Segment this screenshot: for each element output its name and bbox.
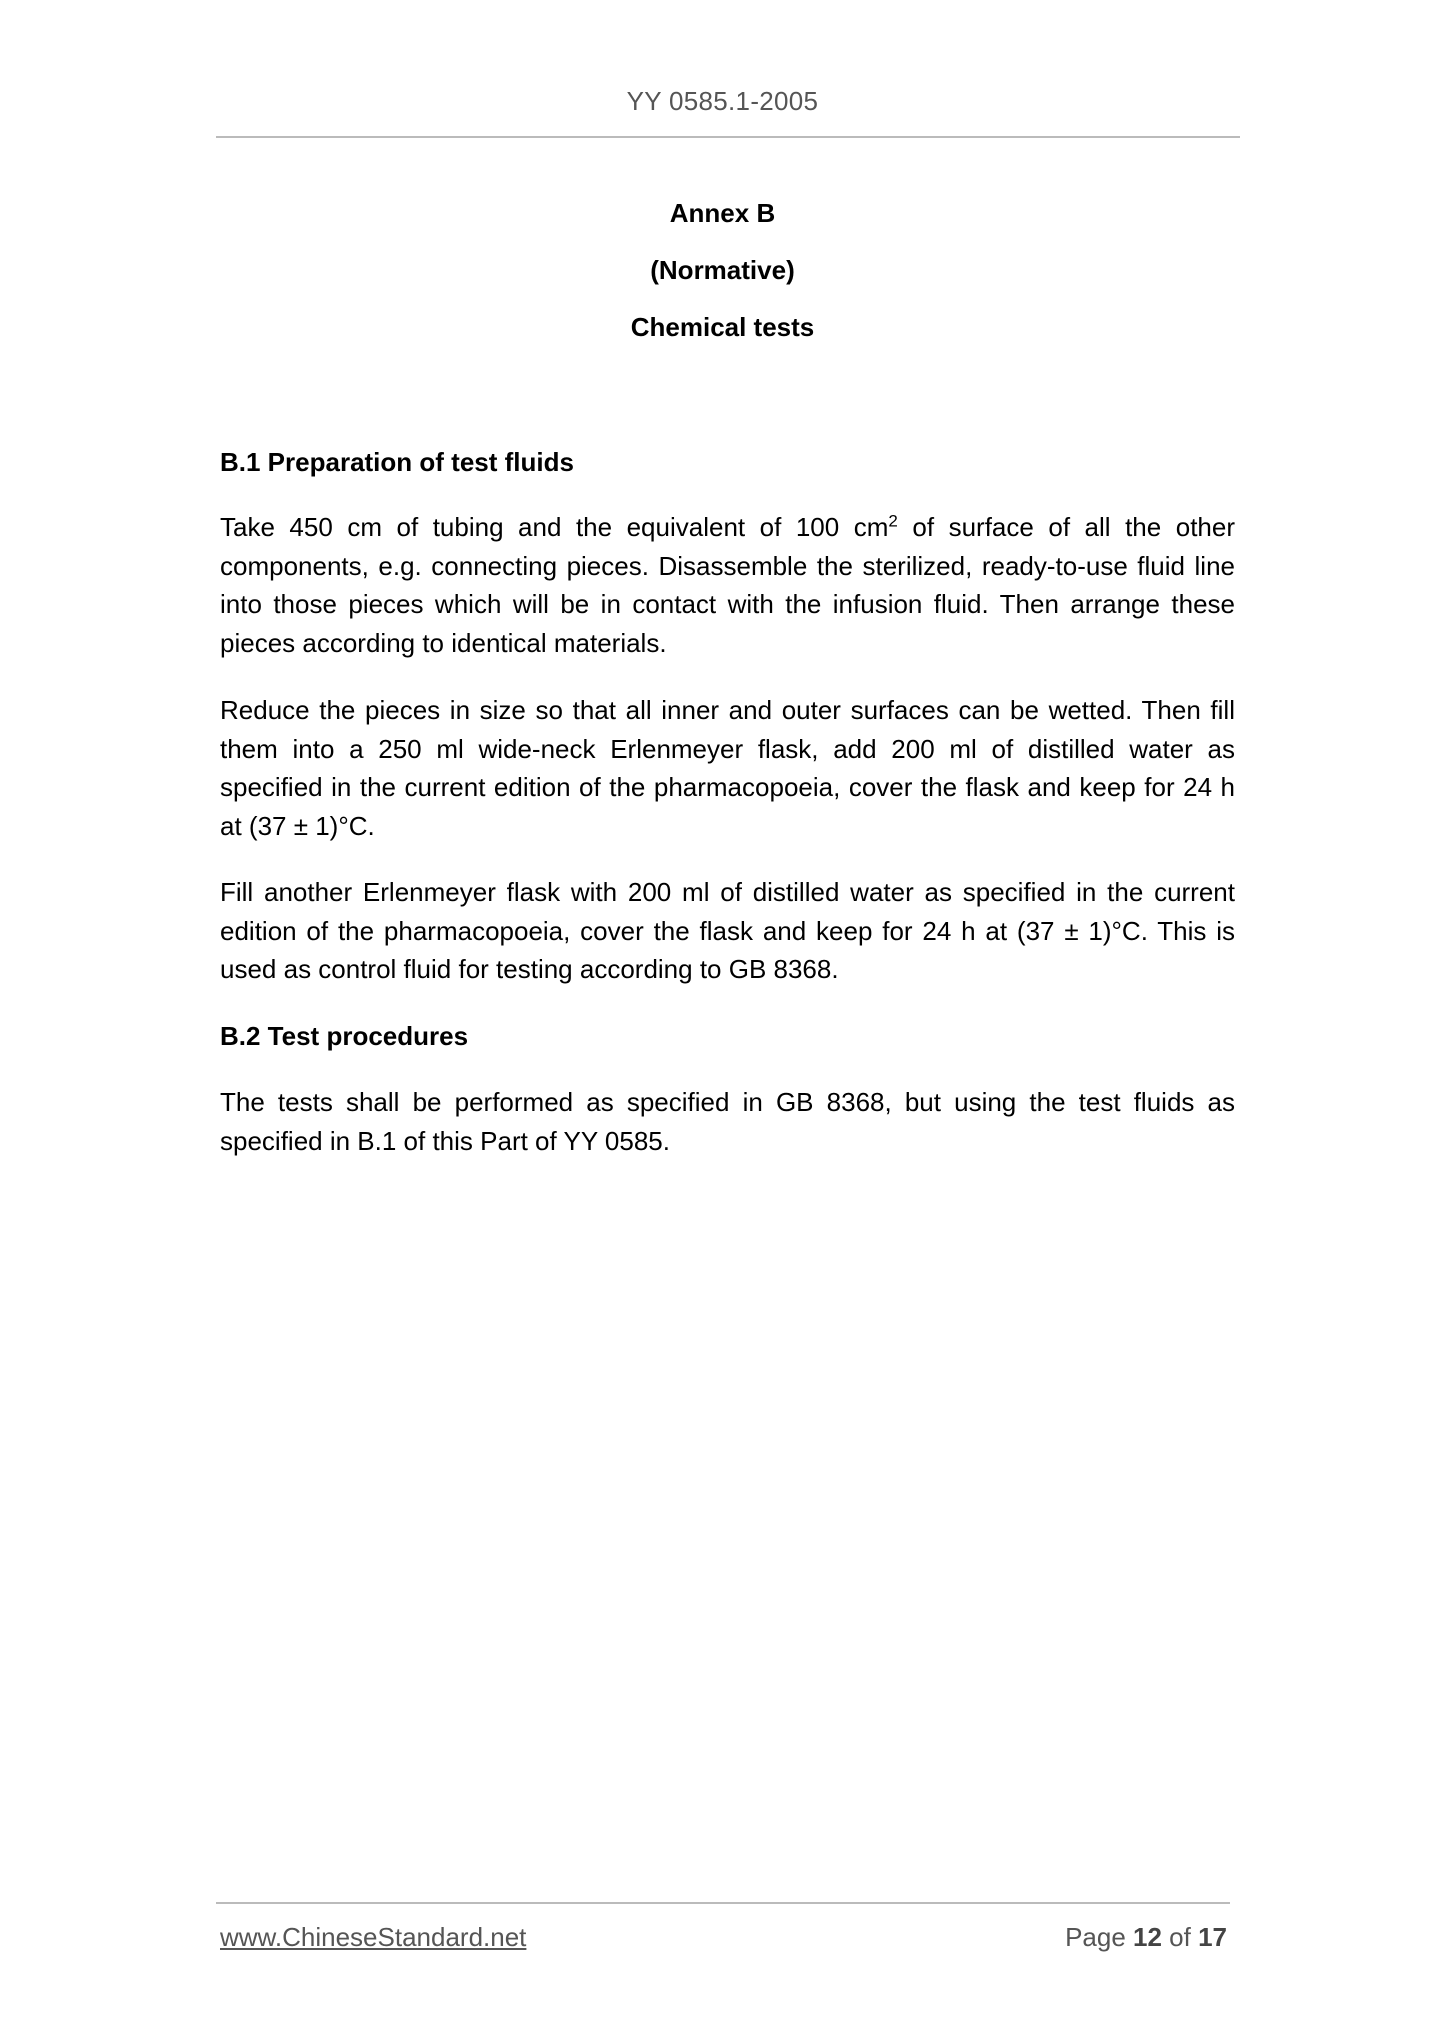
- page-total: 17: [1198, 1922, 1227, 1952]
- superscript-2: 2: [888, 511, 898, 531]
- document-header-title: YY 0585.1-2005: [626, 86, 819, 116]
- paragraph-b1-1-text-b: of surface of all the other components, e.g. connecting pieces. Disassemble the sterilized, ready-to-use fluid line into those pieces which will be in contact with the infusion fluid. Then arrange these pieces according to identical materials.: [220, 512, 1236, 658]
- page-indicator: [1065, 1922, 1227, 1953]
- section-heading-b1: B.1 Preparation of test fluids: [220, 447, 574, 477]
- paragraph-b1-1-text-a: Take 450 cm of tubing and the equivalent of 100 cm: [220, 512, 889, 542]
- annex-title: Chemical tests: [630, 312, 815, 342]
- page-current: 12: [1133, 1922, 1162, 1952]
- annex-label: Annex B: [669, 198, 776, 228]
- footer-website-link[interactable]: www.ChineseStandard.net: [220, 1922, 527, 1952]
- page-separator: of: [1161, 1922, 1199, 1952]
- paragraph-b1-1: [220, 508, 1235, 662]
- paragraph-b1-2: Reduce the pieces in size so that all inner and outer surfaces can be wetted. Then fill them into a 250 ml wide-neck Erlenmeyer flask, add 200 ml of distilled water as specified in the current edition of the pharmacopoeia, cover the flask and keep for 24 h at (37 ± 1)°C.: [220, 695, 1235, 841]
- page-prefix: Page: [1065, 1922, 1134, 1952]
- annex-type: (Normative): [650, 255, 795, 285]
- paragraph-b1-3: Fill another Erlenmeyer flask with 200 ml of distilled water as specified in the current edition of the pharmacopoeia, cover the flask and keep for 24 h at (37 ± 1)°C. This is used as control fluid for testing according to GB 8368.: [220, 877, 1235, 984]
- header-divider: [216, 136, 1240, 138]
- section-heading-b2: B.2 Test procedures: [220, 1021, 469, 1051]
- footer-divider: [216, 1902, 1230, 1904]
- paragraph-b2-1: The tests shall be performed as specified in GB 8368, but using the test fluids as specified in B.1 of this Part of YY 0585.: [220, 1087, 1235, 1156]
